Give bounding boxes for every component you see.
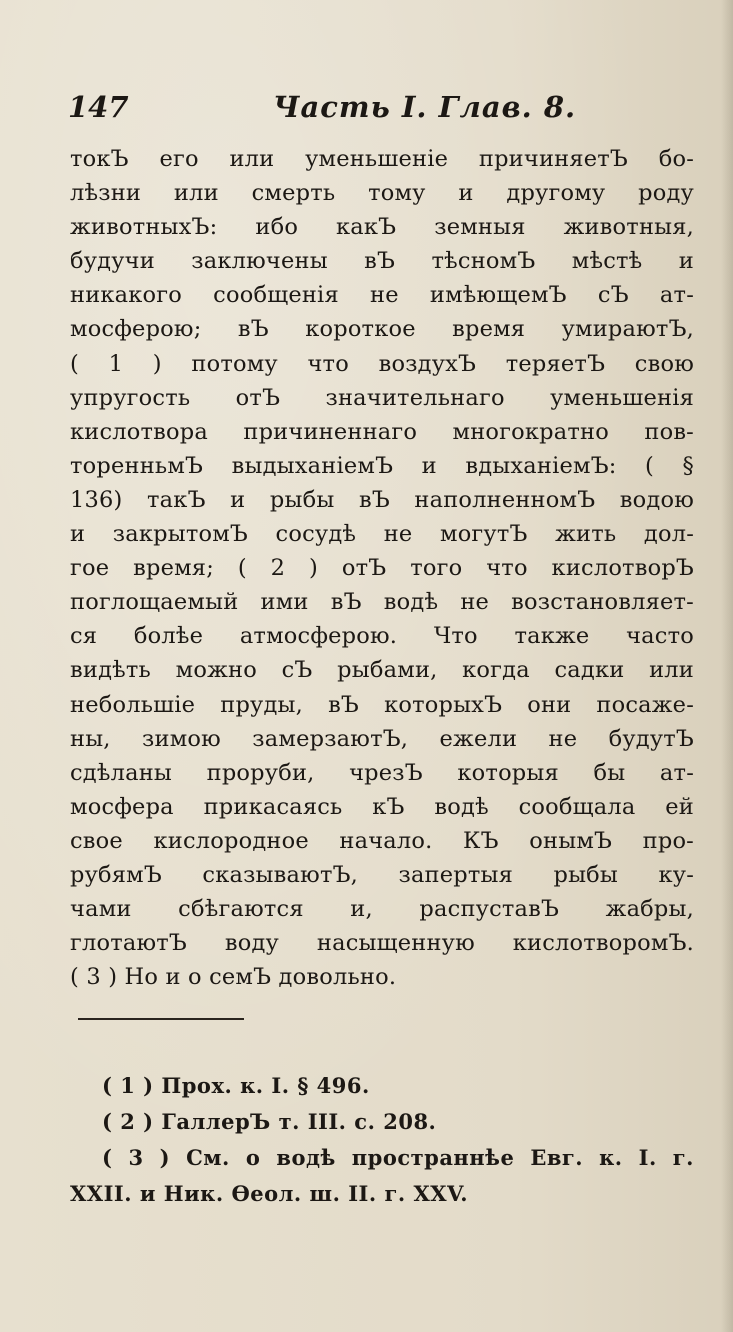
text-line: токЪ его или уменьшеніе причиняетЪ бо- — [70, 146, 694, 172]
text-line: свое кислородное начало. КЪ онымЪ про- — [70, 827, 694, 854]
main-text — [70, 142, 694, 994]
text-line: будучи заключены вЪ тѣсномЪ мѣстѣ и — [70, 248, 694, 275]
text-line: ся болѣе атмосферою. Что также часто — [70, 623, 694, 650]
footnote-3: ( 3 ) См. о водѣ пространнѣе Евг. к. I. г. — [102, 1145, 694, 1170]
text-line: видѣть можно сЪ рыбами, когда садки или — [70, 657, 694, 684]
footnotes — [70, 1068, 694, 1212]
text-line: ны, зимою замерзаютЪ, ежели не будутЪ — [70, 725, 694, 752]
footnote-2: ( 2 ) ГаллерЪ т. III. с. 208. — [102, 1109, 437, 1134]
page-number: 147 — [68, 90, 129, 124]
text-line: 136) такЪ и рыбы вЪ наполненномЪ водою — [70, 486, 694, 513]
text-line: сдѣланы проруби, чрезЪ которыя бы ат- — [70, 759, 694, 786]
text-line: никакого сообщенія не имѣющемЪ сЪ ат- — [70, 282, 694, 309]
text-line: чами сбѣгаются и, распуставЪ жабры, — [70, 896, 694, 923]
text-line-last: ( 3 ) Но и о семЪ довольно. — [70, 964, 397, 991]
page-header — [68, 90, 668, 130]
text-line: животныхЪ: ибо какЪ земныя животныя, — [70, 214, 694, 241]
text-line: и закрытомЪ сосудѣ не могутЪ жить дол- — [70, 521, 694, 548]
page-edge-shadow — [721, 0, 733, 1332]
text-line: торенньмЪ выдыханіемЪ и вдыханіемЪ: ( § — [70, 452, 694, 479]
text-line: лѣзни или смерть тому и другому роду — [70, 180, 694, 207]
text-line: рубямЪ сказываютЪ, запертыя рыбы ку- — [70, 861, 694, 888]
footnote-3-continuation: XXII. и Ник. Өеол. ш. II. г. XXV. — [70, 1181, 469, 1206]
text-line: небольшіе пруды, вЪ которыхЪ они посаже- — [70, 691, 694, 718]
footnote-divider — [78, 1018, 244, 1020]
text-line: поглощаемый ими вЪ водѣ не возстановляет- — [70, 589, 694, 616]
footnote-1: ( 1 ) Прох. к. I. § 496. — [102, 1073, 370, 1098]
text-line: ( 1 ) потому что воздухЪ теряетЪ свою — [70, 350, 694, 377]
text-line: глотаютЪ воду насыщенную кислотворомЪ. — [70, 930, 694, 957]
text-line: упругость отЪ значительнаго уменьшенія — [70, 384, 694, 411]
text-line: гое время; ( 2 ) отЪ того что кислотворЪ — [70, 555, 694, 582]
text-line: мосферою; вЪ короткое время умираютЪ, — [70, 316, 694, 343]
text-line: мосфера прикасаясь кЪ водѣ сообщала ей — [70, 793, 694, 820]
text-line: кислотвора причиненнаго многократно пов- — [70, 418, 694, 445]
running-title: Часть I. Глав. 8. — [273, 90, 577, 124]
